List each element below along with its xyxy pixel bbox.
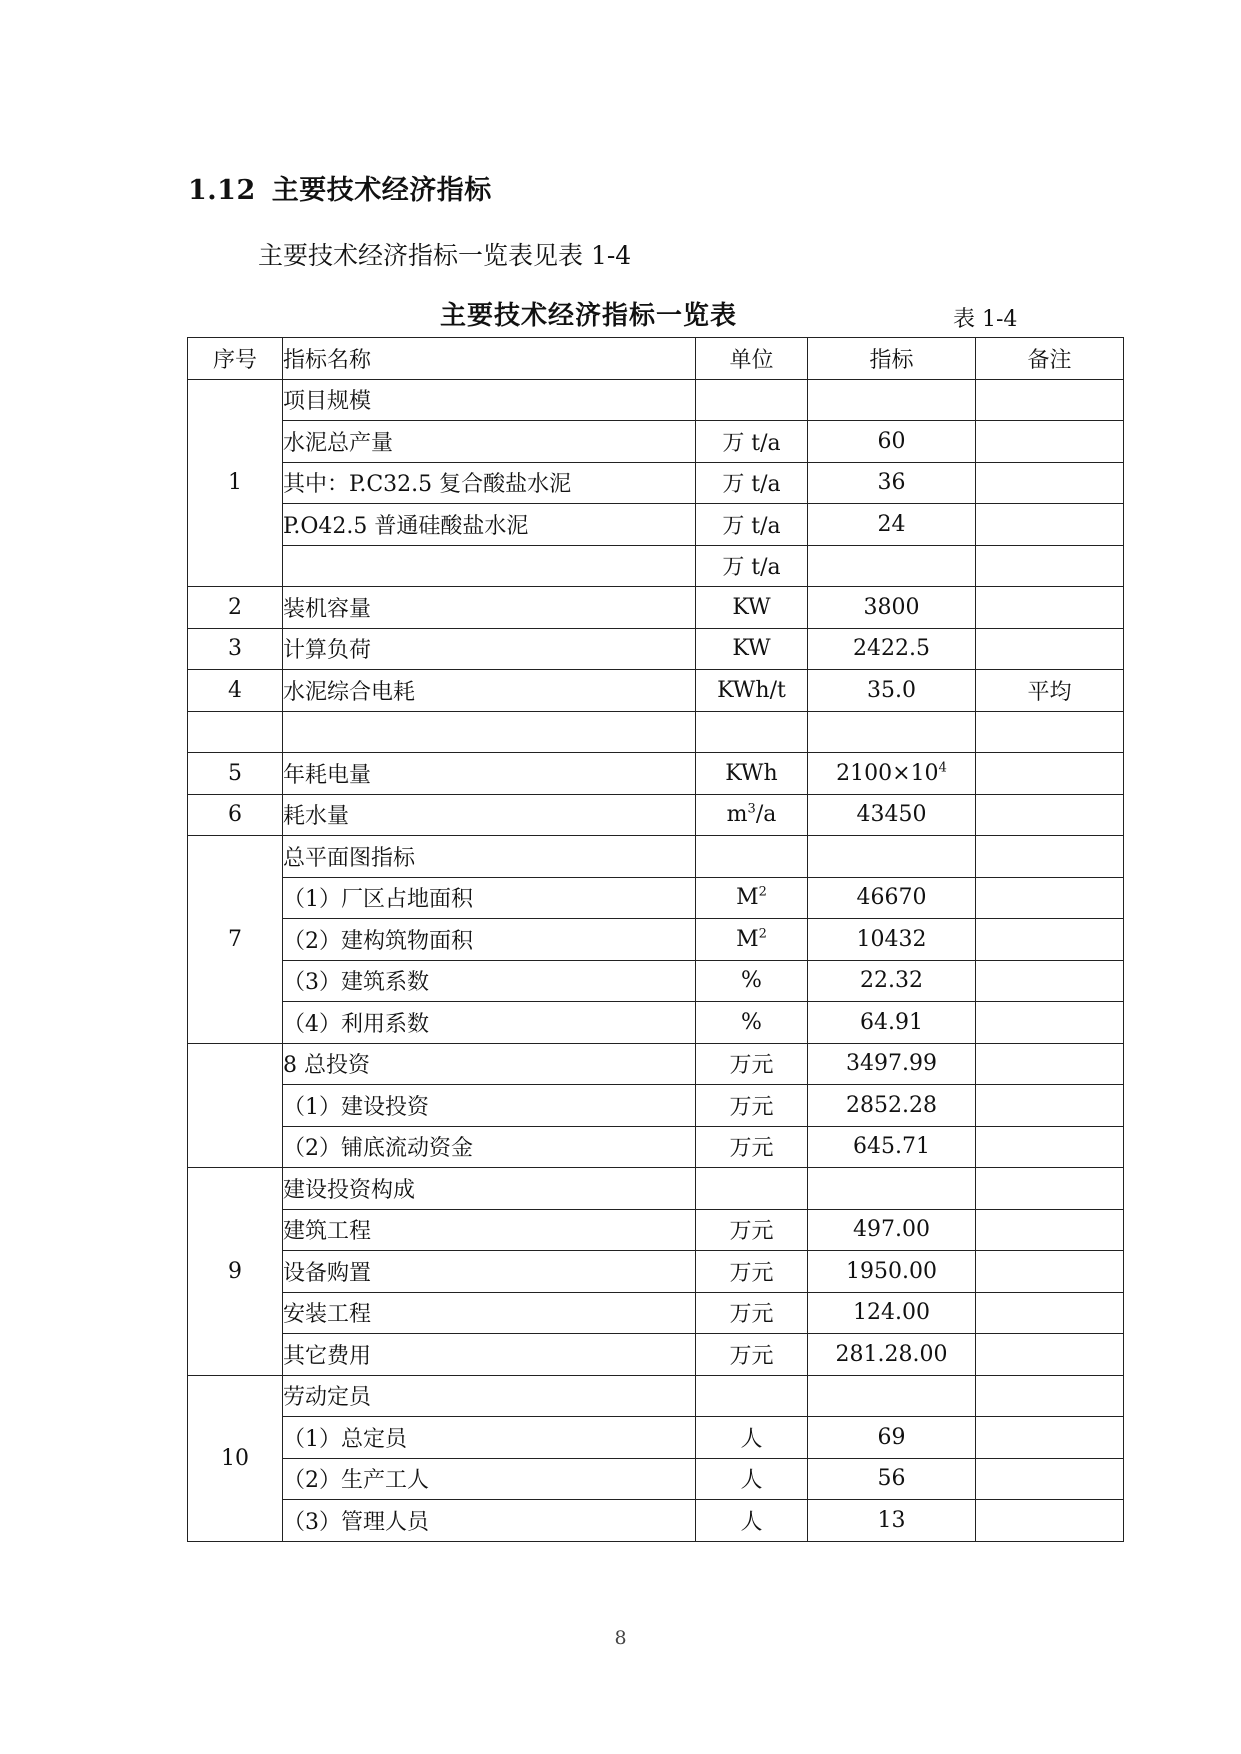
cell-unit xyxy=(696,504,808,546)
cell-seq: 5 xyxy=(188,753,283,795)
cell-name: P.O42.5 普通硅酸盐水泥 xyxy=(283,504,696,546)
table-row xyxy=(188,1002,1124,1044)
cell-unit-text: 万元 xyxy=(729,1260,774,1286)
cell-unit-superscript: 2 xyxy=(758,926,767,942)
cell-unit-text: % xyxy=(741,1009,762,1035)
cell-seq: 4 xyxy=(188,670,283,712)
cell-unit xyxy=(696,1085,808,1127)
cell-value xyxy=(808,1334,976,1376)
cell-name: 安装工程 xyxy=(283,1292,696,1334)
cell-value-text: 56 xyxy=(877,1466,906,1492)
cell-name: （1）总定员 xyxy=(283,1417,696,1459)
cell-name: 年耗电量 xyxy=(283,753,696,795)
cell-value xyxy=(808,1209,976,1251)
table-row xyxy=(188,794,1124,836)
table-row xyxy=(188,421,1124,463)
section-number: 1.12 xyxy=(188,175,256,206)
cell-value xyxy=(808,421,976,463)
header-unit: 单位 xyxy=(696,338,808,380)
cell-unit-text: 人 xyxy=(740,1509,763,1535)
table-number: 表 1-4 xyxy=(953,307,1018,332)
cell-unit-text: 人 xyxy=(740,1468,763,1494)
cell-value-text: 497.00 xyxy=(853,1217,930,1243)
cell-unit xyxy=(696,960,808,1002)
cell-unit xyxy=(696,1417,808,1459)
cell-unit xyxy=(696,919,808,961)
cell-value-text: 281.28.00 xyxy=(835,1341,948,1367)
header-name: 指标名称 xyxy=(283,338,696,380)
cell-unit xyxy=(696,877,808,919)
table-row xyxy=(188,919,1124,961)
cell-unit-text: % xyxy=(741,968,762,994)
section-title: 主要技术经济指标 xyxy=(271,175,492,206)
cell-name: 设备购置 xyxy=(283,1251,696,1293)
cell-value xyxy=(808,1168,976,1210)
table-row xyxy=(188,1334,1124,1376)
cell-seq: 7 xyxy=(188,836,283,1044)
cell-unit-superscript: 3 xyxy=(747,801,756,817)
header-seq: 序号 xyxy=(188,338,283,380)
table-row xyxy=(188,587,1124,629)
cell-unit-text: M xyxy=(736,926,759,952)
cell-unit-text: 万 t/a xyxy=(722,472,781,498)
header-note: 备注 xyxy=(976,338,1124,380)
cell-seq: 2 xyxy=(188,587,283,629)
cell-unit-text: 万 t/a xyxy=(722,430,781,456)
table-row xyxy=(188,1292,1124,1334)
cell-unit xyxy=(696,1375,808,1417)
cell-name: 其它费用 xyxy=(283,1334,696,1376)
table-row xyxy=(188,1209,1124,1251)
table-row xyxy=(188,1126,1124,1168)
cell-name: 计算负荷 xyxy=(283,628,696,670)
cell-name: （1）厂区占地面积 xyxy=(283,877,696,919)
cell-name xyxy=(283,545,696,587)
table-header-row xyxy=(188,338,1124,380)
cell-value xyxy=(808,1375,976,1417)
cell-value xyxy=(808,877,976,919)
cell-note xyxy=(976,877,1124,919)
cell-name: （2）建构筑物面积 xyxy=(283,919,696,961)
table-row xyxy=(188,1417,1124,1459)
table-row xyxy=(188,1085,1124,1127)
cell-value-text: 36 xyxy=(877,470,906,496)
cell-unit-text: KW xyxy=(732,594,771,620)
table-row xyxy=(188,1500,1124,1542)
cell-note xyxy=(976,379,1124,421)
table-row xyxy=(188,1043,1124,1085)
cell-name xyxy=(283,711,696,753)
cell-unit-text: 万 t/a xyxy=(722,555,781,581)
cell-name: （3）管理人员 xyxy=(283,1500,696,1542)
cell-seq: 6 xyxy=(188,794,283,836)
cell-unit-text: 万元 xyxy=(729,1302,774,1328)
cell-value xyxy=(808,1500,976,1542)
cell-unit xyxy=(696,836,808,878)
cell-note xyxy=(976,1334,1124,1376)
section-heading xyxy=(188,168,492,207)
table-row xyxy=(188,836,1124,878)
cell-note xyxy=(976,960,1124,1002)
cell-unit xyxy=(696,462,808,504)
indicator-table xyxy=(187,337,1124,1542)
table-row xyxy=(188,711,1124,753)
cell-note xyxy=(976,587,1124,629)
cell-unit-text: 万元 xyxy=(729,1136,774,1162)
cell-value xyxy=(808,379,976,421)
cell-name: 耗水量 xyxy=(283,794,696,836)
cell-note xyxy=(976,919,1124,961)
cell-value-superscript: 4 xyxy=(938,760,947,776)
cell-value-text: 13 xyxy=(877,1507,906,1533)
table-row xyxy=(188,1251,1124,1293)
cell-value-text: 64.91 xyxy=(860,1009,923,1035)
cell-note xyxy=(976,1417,1124,1459)
cell-name: 水泥综合电耗 xyxy=(283,670,696,712)
cell-value xyxy=(808,711,976,753)
cell-name: （4）利用系数 xyxy=(283,1002,696,1044)
cell-unit xyxy=(696,1043,808,1085)
cell-unit xyxy=(696,379,808,421)
cell-unit-text: KW xyxy=(732,636,771,662)
cell-value xyxy=(808,670,976,712)
cell-value-text: 1950.00 xyxy=(846,1258,937,1284)
cell-note xyxy=(976,753,1124,795)
table-row xyxy=(188,545,1124,587)
cell-value xyxy=(808,1458,976,1500)
table-row xyxy=(188,504,1124,546)
cell-value-text: 22.32 xyxy=(860,968,923,994)
cell-value xyxy=(808,504,976,546)
cell-unit-text: M xyxy=(736,885,759,911)
cell-note xyxy=(976,1375,1124,1417)
cell-unit xyxy=(696,1500,808,1542)
page-number: 8 xyxy=(614,1627,627,1649)
cell-name: （1）建设投资 xyxy=(283,1085,696,1127)
cell-unit xyxy=(696,1126,808,1168)
cell-unit-tail: /a xyxy=(755,802,777,828)
cell-unit-text: 万元 xyxy=(729,1343,774,1369)
cell-unit xyxy=(696,1002,808,1044)
cell-unit-text: 人 xyxy=(740,1426,763,1452)
header-value: 指标 xyxy=(808,338,976,380)
cell-value-text: 2100×10 xyxy=(836,760,939,786)
cell-value xyxy=(808,587,976,629)
cell-unit xyxy=(696,753,808,795)
cell-note xyxy=(976,504,1124,546)
cell-note xyxy=(976,1043,1124,1085)
cell-unit xyxy=(696,628,808,670)
cell-name: 水泥总产量 xyxy=(283,421,696,463)
cell-note xyxy=(976,794,1124,836)
table-row xyxy=(188,379,1124,421)
cell-value-text: 69 xyxy=(877,1424,906,1450)
cell-note xyxy=(976,1292,1124,1334)
cell-name: 装机容量 xyxy=(283,587,696,629)
cell-value-text: 3800 xyxy=(863,594,920,620)
cell-unit xyxy=(696,1251,808,1293)
cell-name: 8 总投资 xyxy=(283,1043,696,1085)
table-caption: 主要技术经济指标一览表 xyxy=(440,301,738,331)
cell-unit xyxy=(696,711,808,753)
cell-name: 劳动定员 xyxy=(283,1375,696,1417)
cell-unit-text: 万元 xyxy=(729,1094,774,1120)
cell-value-text: 2422.5 xyxy=(853,636,930,662)
cell-note xyxy=(976,1458,1124,1500)
cell-unit xyxy=(696,1334,808,1376)
cell-value xyxy=(808,1126,976,1168)
cell-value-text: 2852.28 xyxy=(846,1092,937,1118)
cell-note xyxy=(976,421,1124,463)
cell-note xyxy=(976,1126,1124,1168)
cell-value-text: 24 xyxy=(877,511,906,537)
cell-value xyxy=(808,919,976,961)
cell-note xyxy=(976,836,1124,878)
intro-paragraph: 主要技术经济指标一览表见表 1-4 xyxy=(258,241,632,270)
cell-unit xyxy=(696,545,808,587)
cell-name: 项目规模 xyxy=(283,379,696,421)
cell-unit xyxy=(696,794,808,836)
table-row xyxy=(188,877,1124,919)
cell-unit xyxy=(696,670,808,712)
cell-value xyxy=(808,462,976,504)
cell-note xyxy=(976,1209,1124,1251)
cell-value-text: 60 xyxy=(877,428,906,454)
cell-value-text: 645.71 xyxy=(853,1134,930,1160)
cell-value-text: 46670 xyxy=(856,885,927,911)
cell-value xyxy=(808,1417,976,1459)
cell-name: 建筑工程 xyxy=(283,1209,696,1251)
cell-value-text: 10432 xyxy=(856,926,927,952)
table-row xyxy=(188,960,1124,1002)
cell-note xyxy=(976,628,1124,670)
cell-value xyxy=(808,545,976,587)
cell-unit xyxy=(696,1168,808,1210)
cell-value xyxy=(808,753,976,795)
cell-note xyxy=(976,1168,1124,1210)
cell-value-text: 35.0 xyxy=(867,677,916,703)
cell-note: 平均 xyxy=(976,670,1124,712)
cell-unit-text: 万元 xyxy=(729,1053,774,1079)
cell-unit-text: m xyxy=(726,802,748,828)
table-row xyxy=(188,753,1124,795)
cell-note xyxy=(976,711,1124,753)
table-row xyxy=(188,462,1124,504)
cell-seq: 3 xyxy=(188,628,283,670)
cell-unit-text: 万 t/a xyxy=(722,513,781,539)
cell-name: 总平面图指标 xyxy=(283,836,696,878)
cell-value xyxy=(808,1085,976,1127)
table-row xyxy=(188,1375,1124,1417)
table-row xyxy=(188,1458,1124,1500)
cell-seq xyxy=(188,711,283,753)
table-row xyxy=(188,628,1124,670)
cell-unit xyxy=(696,1458,808,1500)
cell-unit-text: KWh/t xyxy=(717,677,786,703)
cell-seq: 9 xyxy=(188,1168,283,1376)
cell-value xyxy=(808,836,976,878)
cell-value-text: 43450 xyxy=(856,802,927,828)
cell-value-text: 124.00 xyxy=(853,1300,930,1326)
cell-name: （2）生产工人 xyxy=(283,1458,696,1500)
cell-unit-superscript: 2 xyxy=(758,884,767,900)
cell-note xyxy=(976,1002,1124,1044)
cell-seq: 10 xyxy=(188,1375,283,1541)
cell-value xyxy=(808,1002,976,1044)
table-row xyxy=(188,1168,1124,1210)
cell-note xyxy=(976,1500,1124,1542)
cell-value xyxy=(808,1043,976,1085)
cell-unit xyxy=(696,1292,808,1334)
cell-seq: 1 xyxy=(188,379,283,587)
cell-note xyxy=(976,545,1124,587)
cell-unit xyxy=(696,587,808,629)
cell-unit xyxy=(696,421,808,463)
cell-value xyxy=(808,1251,976,1293)
cell-name: 建设投资构成 xyxy=(283,1168,696,1210)
cell-note xyxy=(976,1085,1124,1127)
cell-note xyxy=(976,1251,1124,1293)
cell-value xyxy=(808,1292,976,1334)
table-row xyxy=(188,670,1124,712)
cell-note xyxy=(976,462,1124,504)
cell-value xyxy=(808,628,976,670)
cell-unit-text: 万元 xyxy=(729,1219,774,1245)
cell-name: （2）铺底流动资金 xyxy=(283,1126,696,1168)
cell-name: 其中：P.C32.5 复合酸盐水泥 xyxy=(283,462,696,504)
cell-unit xyxy=(696,1209,808,1251)
cell-value xyxy=(808,794,976,836)
cell-value-text: 3497.99 xyxy=(846,1051,937,1077)
cell-unit-text: KWh xyxy=(725,760,778,786)
cell-seq xyxy=(188,1043,283,1168)
cell-value xyxy=(808,960,976,1002)
cell-name: （3）建筑系数 xyxy=(283,960,696,1002)
